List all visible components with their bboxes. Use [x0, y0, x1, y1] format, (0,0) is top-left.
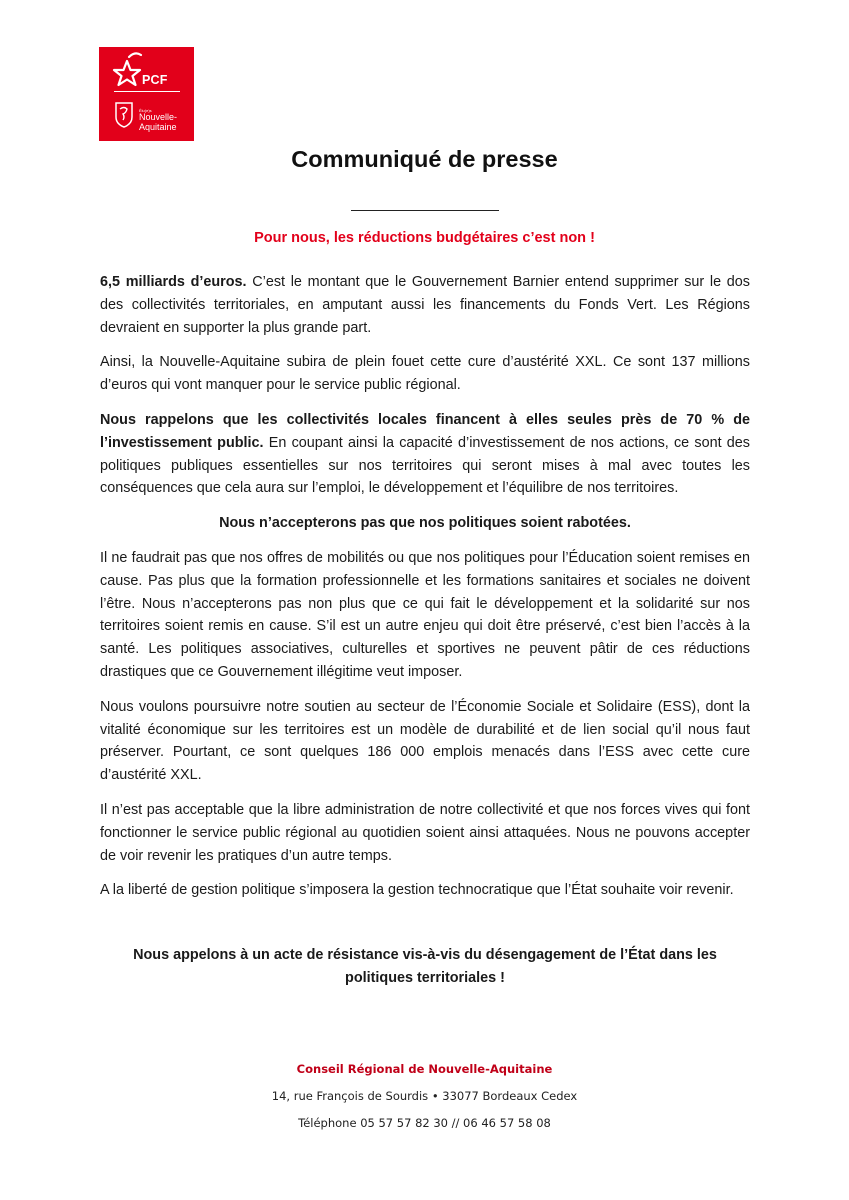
paragraph-6: Il n’est pas acceptable que la libre administration de notre collectivité et que nos forces vives qui font fonctionner le service public régional au quotidien soient ainsi attaquées. Nous ne pouvons accepter de voir revenir les pratiques d’un autre temps.: [100, 801, 750, 864]
logo-divider: [114, 91, 180, 92]
pcf-logo: [99, 47, 194, 141]
logo-region-line2: Aquitaine: [139, 121, 177, 132]
body-text: [100, 271, 750, 914]
paragraph-1-bold: 6,5 milliards d’euros.: [100, 274, 247, 290]
logo-region: [139, 108, 177, 132]
footer-address: 14, rue François de Sourdis • 33077 Bordeaux Cedex: [271, 1089, 578, 1103]
closing-line-2: politiques territoriales !: [345, 969, 505, 986]
page-title: Communiqué de presse: [291, 146, 558, 172]
section-heading: Nous n’accepterons pas que nos politiques soient rabotées.: [219, 515, 631, 532]
footer-organization: Conseil Régional de Nouvelle-Aquitaine: [296, 1062, 553, 1076]
logo-region-small: Élu(e)s: [139, 108, 152, 113]
subtitle: Pour nous, les réductions budgétaires c’est non !: [254, 230, 595, 246]
paragraph-2: Ainsi, la Nouvelle-Aquitaine subira de plein fouet cette cure d’austérité XXL. Ce sont 137 millions d’euros qui vont manquer pour le service public régional.: [100, 354, 750, 394]
closing-statement: [100, 944, 750, 990]
paragraph-3-bold: Nous rappelons que les collectivités locales financent à elles seules près de 70 % de l’investissement public.: [100, 411, 750, 451]
closing-line-1: Nous appelons à un acte de résistance vis-à-vis du désengagement de l’État dans les: [133, 947, 717, 963]
title-divider: [351, 210, 499, 211]
paragraph-3-rest: En coupant ainsi la capacité d’investissement de nos actions, ce sont des politiques publiques essentielles sur nos territoires qui seront mises à mal avec toutes les conséquences que cela aura sur l’emploi, le développement et l’équilibre de nos territoires.: [100, 434, 750, 497]
paragraph-1: [100, 271, 750, 339]
paragraph-3: [100, 409, 750, 500]
lion-emblem-icon: [116, 103, 132, 127]
paragraph-4: Il ne faudrait pas que nos offres de mobilités ou que nos politiques pour l’Éducation soient remises en cause. Pas plus que la formation professionnelle et les formations sanitaires et sociales ne doivent l’être. Nous n’accepterons pas non plus que ce qui fait le développement et la solidarité sur nos territoires soient remis en cause. S’il est un autre enjeu qui doit être préservé, c’est bien l’accès à la santé. Les politiques associatives, culturelles et sportives ne peuvent pâtir de ces réductions drastiques que ce Gouvernement illégitime veut imposer.: [100, 549, 750, 680]
paragraph-5: Nous voulons poursuivre notre soutien au secteur de l’Économie Sociale et Solidaire (ESS), dont la vitalité économique sur les territoires est un modèle de durabilité et de lien social qu’il nous faut préserver. Pourtant, ce sont quelques 186 000 emplois menacés dans l’ESS avec cette cure d’austérité XXL.: [100, 698, 750, 784]
footer-phone: Téléphone 05 57 57 82 30 // 06 46 57 58 08: [298, 1116, 551, 1130]
paragraph-7: A la liberté de gestion politique s’imposera la gestion technocratique que l’État souhaite voir revenir.: [100, 882, 734, 899]
logo-party-name: PCF: [142, 73, 168, 87]
logo-region-line1: Nouvelle-: [139, 112, 178, 122]
paragraph-1-rest: C’est le montant que le Gouvernement Barnier entend supprimer sur le dos des collectivités territoriales, en amputant aussi les financements du Fonds Vert. Les Régions devraient en supporter la plus grande part.: [100, 274, 750, 336]
